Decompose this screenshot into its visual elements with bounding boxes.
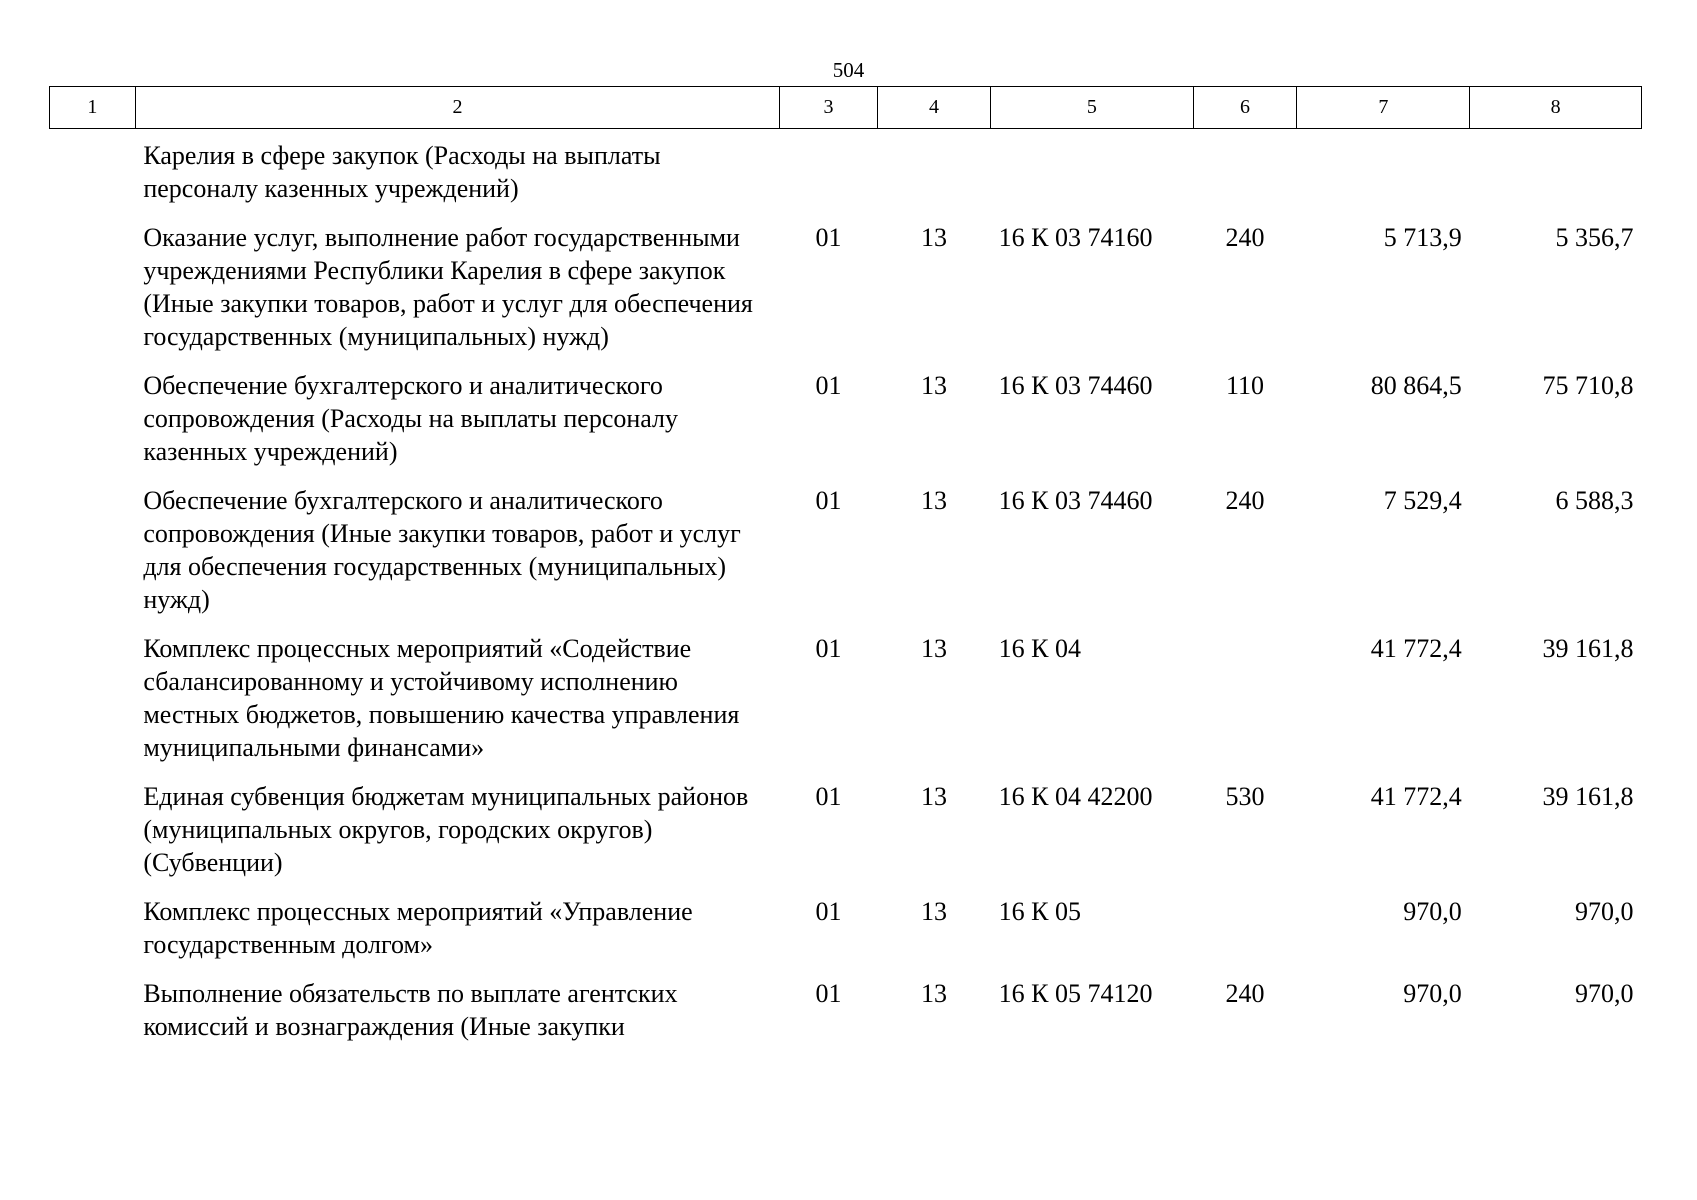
table-row <box>50 484 1642 632</box>
target-article-code <box>991 129 1193 222</box>
header-row <box>50 87 1642 129</box>
header-col-4: 4 <box>877 87 990 129</box>
expense-type-code: 240 <box>1225 979 1265 1008</box>
table-header <box>50 87 1642 129</box>
amount-col-7: 970,0 <box>1403 897 1462 926</box>
amount-col-8 <box>1470 129 1642 222</box>
budget-table <box>49 86 1642 1059</box>
header-col-5: 5 <box>991 87 1193 129</box>
section-code: 01 <box>815 782 842 811</box>
item-name: Карелия в сфере закупок (Расходы на выплаты персоналу казенных учреждений) <box>143 141 661 203</box>
expense-type-code: 110 <box>1226 371 1265 400</box>
amount-col-8: 39 161,8 <box>1542 634 1634 663</box>
amount-col-8: 75 710,8 <box>1542 371 1634 400</box>
header-col-6: 6 <box>1193 87 1297 129</box>
subsection-code <box>877 129 990 222</box>
expense-type-code <box>1193 895 1297 977</box>
row-number-cell <box>50 895 136 977</box>
row-number-cell <box>50 129 136 222</box>
section-code: 01 <box>815 897 842 926</box>
target-article-code: 16 К 04 42200 <box>998 782 1153 811</box>
item-name: Комплекс процессных мероприятий «Содействие сбалансированному и устойчивому исполнению местных бюджетов, повышению качества управления муниципальными финансами» <box>143 634 740 762</box>
row-number-cell <box>50 221 136 369</box>
expense-type-code: 240 <box>1225 223 1265 252</box>
header-col-1: 1 <box>50 87 136 129</box>
subsection-code: 13 <box>920 979 947 1008</box>
amount-col-8: 970,0 <box>1575 979 1634 1008</box>
target-article-code: 16 К 05 74120 <box>998 979 1153 1008</box>
subsection-code: 13 <box>920 634 947 663</box>
subsection-code: 13 <box>920 782 947 811</box>
row-number-cell <box>50 780 136 895</box>
amount-col-7: 5 713,9 <box>1383 223 1462 252</box>
target-article-code: 16 К 03 74460 <box>998 486 1153 515</box>
section-code: 01 <box>815 371 842 400</box>
amount-col-7: 7 529,4 <box>1383 486 1462 515</box>
page-number: 504 <box>832 58 865 82</box>
expense-type-code: 530 <box>1225 782 1265 811</box>
header-col-7: 7 <box>1297 87 1470 129</box>
subsection-code: 13 <box>920 371 947 400</box>
amount-col-7: 41 772,4 <box>1370 634 1462 663</box>
row-number-cell <box>50 369 136 484</box>
amount-col-8: 39 161,8 <box>1542 782 1634 811</box>
expense-type-code <box>1193 129 1297 222</box>
amount-col-7 <box>1297 129 1470 222</box>
subsection-code: 13 <box>920 223 947 252</box>
row-number-cell <box>50 632 136 780</box>
table-row <box>50 221 1642 369</box>
table-row <box>50 369 1642 484</box>
target-article-code: 16 К 04 <box>998 634 1082 663</box>
section-code <box>780 129 878 222</box>
expense-type-code <box>1193 632 1297 780</box>
subsection-code: 13 <box>920 486 947 515</box>
table-row <box>50 632 1642 780</box>
subsection-code: 13 <box>920 897 947 926</box>
row-number-cell <box>50 484 136 632</box>
section-code: 01 <box>815 979 842 1008</box>
header-col-2: 2 <box>135 87 779 129</box>
item-name: Единая субвенция бюджетам муниципальных районов (муниципальных округов, городских округов) (Субвенции) <box>143 782 749 877</box>
amount-col-7: 970,0 <box>1403 979 1462 1008</box>
table-row <box>50 780 1642 895</box>
item-name: Обеспечение бухгалтерского и аналитического сопровождения (Иные закупки товаров, работ и услуг для обеспечения государственных (муниципальных) нужд) <box>143 486 741 614</box>
header-col-8: 8 <box>1470 87 1642 129</box>
target-article-code: 16 К 03 74160 <box>998 223 1153 252</box>
table-row <box>50 895 1642 977</box>
item-name: Комплекс процессных мероприятий «Управление государственным долгом» <box>143 897 693 959</box>
section-code: 01 <box>815 634 842 663</box>
item-name: Обеспечение бухгалтерского и аналитического сопровождения (Расходы на выплаты персоналу казенных учреждений) <box>143 371 679 466</box>
table-row <box>50 129 1642 222</box>
amount-col-8: 6 588,3 <box>1555 486 1634 515</box>
row-number-cell <box>50 977 136 1059</box>
target-article-code: 16 К 03 74460 <box>998 371 1153 400</box>
section-code: 01 <box>815 486 842 515</box>
section-code: 01 <box>815 223 842 252</box>
amount-col-8: 970,0 <box>1575 897 1634 926</box>
amount-col-8: 5 356,7 <box>1555 223 1634 252</box>
target-article-code: 16 К 05 <box>998 897 1082 926</box>
table-body <box>50 129 1642 1060</box>
header-col-3: 3 <box>780 87 878 129</box>
table-row <box>50 977 1642 1059</box>
item-name: Выполнение обязательств по выплате агентских комиссий и вознаграждения (Иные закупки <box>143 979 678 1041</box>
expense-type-code: 240 <box>1225 486 1265 515</box>
item-name: Оказание услуг, выполнение работ государственными учреждениями Республики Карелия в сфере закупок (Иные закупки товаров, работ и услуг для обеспечения государственных (муниципальных) нужд) <box>143 223 753 351</box>
amount-col-7: 80 864,5 <box>1370 371 1462 400</box>
amount-col-7: 41 772,4 <box>1370 782 1462 811</box>
